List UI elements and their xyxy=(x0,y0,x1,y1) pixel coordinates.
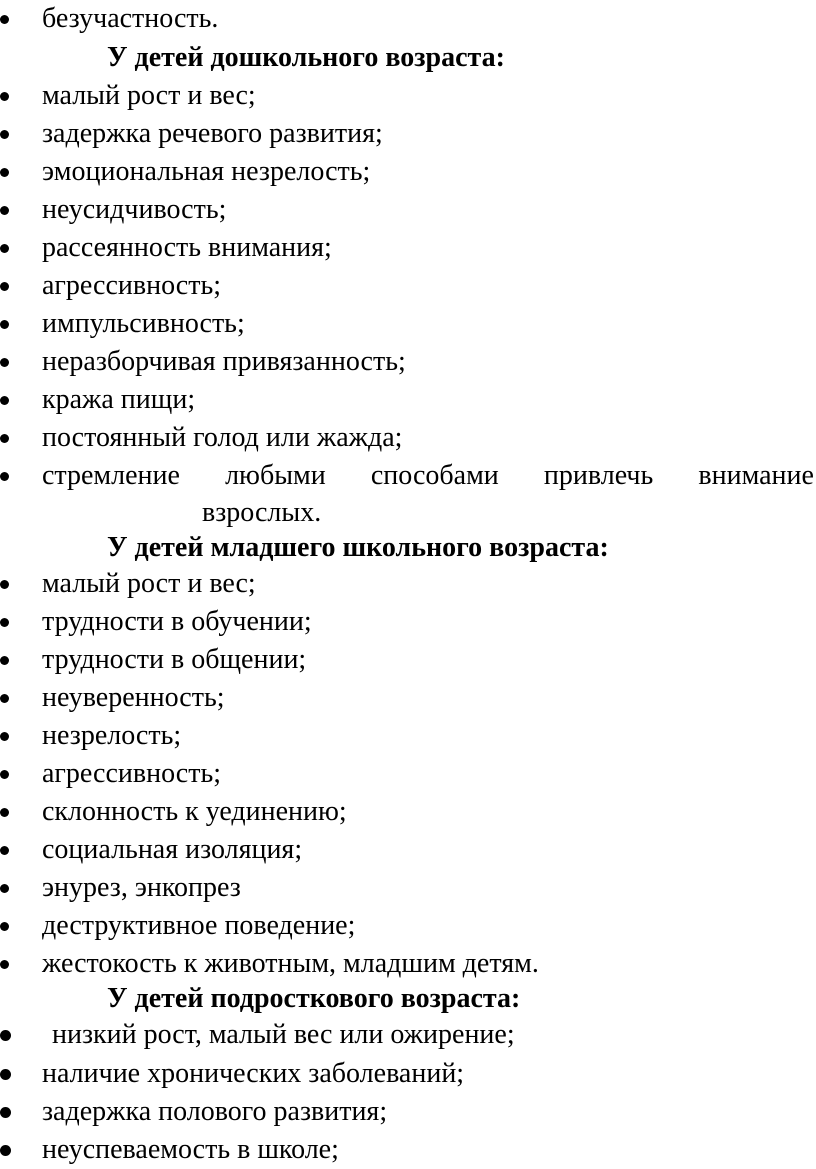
bullet-icon xyxy=(0,580,9,589)
list-item: социальная изоляция; xyxy=(0,831,816,869)
list-item-continuation: взрослых. xyxy=(202,497,322,528)
bullet-icon xyxy=(0,168,9,177)
list-item: импульсивность; xyxy=(0,305,816,343)
list-item: неразборчивая привязанность; xyxy=(0,343,816,381)
list-item: агрессивность; xyxy=(0,755,816,793)
list-item: безучастность. xyxy=(0,0,816,38)
bullet-icon xyxy=(0,732,9,741)
list-item: кража пищи; xyxy=(0,381,816,419)
bullet-icon xyxy=(0,618,9,627)
section-heading-primary-school: У детей младшего школьного возраста: xyxy=(107,532,609,563)
bullet-icon xyxy=(0,884,9,893)
list-item xyxy=(0,457,816,495)
bullet-icon xyxy=(0,1069,11,1080)
bullet-icon xyxy=(0,15,9,24)
list-item: задержка речевого развития; xyxy=(0,115,816,153)
bullet-icon xyxy=(0,808,9,817)
bullet-icon xyxy=(0,282,9,291)
bullet-icon xyxy=(0,1030,11,1041)
bullet-icon xyxy=(0,396,9,405)
bullet-icon xyxy=(0,320,9,329)
bullet-icon xyxy=(0,1145,11,1156)
list-item: трудности в общении; xyxy=(0,641,816,679)
bullet-icon xyxy=(0,244,9,253)
list-item: малый рост и вес; xyxy=(0,565,816,603)
list-item: постоянный голод или жажда; xyxy=(0,419,816,457)
list-item: энурез, энкопрез xyxy=(0,869,816,907)
list-item: незрелость; xyxy=(0,717,816,755)
bullet-icon xyxy=(0,656,9,665)
list-item: наличие хронических заболеваний; xyxy=(0,1055,816,1093)
list-item: рассеянность внимания; xyxy=(0,229,816,267)
list-item: жестокость к животным, младшим детям. xyxy=(0,945,816,983)
list-item: задержка полового развития; xyxy=(0,1093,816,1131)
bullet-icon xyxy=(0,130,9,139)
section-heading-adolescent: У детей подросткового возраста: xyxy=(107,983,521,1014)
bullet-icon xyxy=(0,358,9,367)
bullet-icon xyxy=(0,1107,11,1118)
list-item: неуверенность; xyxy=(0,679,816,717)
list-item: малый рост и вес; xyxy=(0,77,816,115)
list-item: низкий рост, малый вес или ожирение; xyxy=(0,1016,816,1054)
justified-text: стремление любыми способами привлечь внимание xyxy=(42,460,814,491)
bullet-icon xyxy=(0,770,9,779)
bullet-icon xyxy=(0,92,9,101)
list-item: деструктивное поведение; xyxy=(0,907,816,945)
bullet-icon xyxy=(0,472,9,481)
bullet-icon xyxy=(0,434,9,443)
list-item: агрессивность; xyxy=(0,267,816,305)
section-heading-preschool: У детей дошкольного возраста: xyxy=(107,42,505,73)
bullet-icon xyxy=(0,846,9,855)
bullet-icon xyxy=(0,922,9,931)
list-item: трудности в обучении; xyxy=(0,603,816,641)
bullet-icon xyxy=(0,206,9,215)
bullet-icon xyxy=(0,960,9,969)
bullet-icon xyxy=(0,694,9,703)
list-item: эмоциональная незрелость; xyxy=(0,153,816,191)
list-item: неуспеваемость в школе; xyxy=(0,1131,816,1169)
list-item: неусидчивость; xyxy=(0,191,816,229)
list-item: склонность к уединению; xyxy=(0,793,816,831)
